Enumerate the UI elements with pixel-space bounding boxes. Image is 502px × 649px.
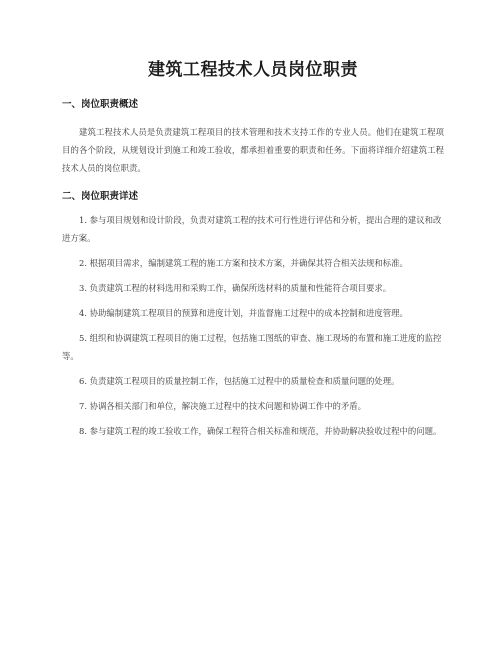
- section-heading-details: 二、岗位职责详述: [62, 191, 139, 202]
- duty-item-7: 7. 协调各相关部门和单位，解决施工过程中的技术问题和协调工作中的矛盾。: [79, 401, 367, 411]
- duties-list: [62, 211, 444, 440]
- duty-item-5: 5. 组织和协调建筑工程项目的施工过程，包括施工图纸的审查、施工现场的布置和施工进度的监控等。: [62, 333, 442, 361]
- duty-item-1: 1. 参与项目规划和设计阶段，负责对建筑工程的技术可行性进行评估和分析，提出合理的建议和改进方案。: [62, 215, 442, 243]
- duty-item-2: 2. 根据项目需求，编制建筑工程的施工方案和技术方案，并确保其符合相关法规和标准。: [79, 258, 408, 268]
- duty-item-3: 3. 负责建筑工程的材料选用和采购工作，确保所选材料的质量和性能符合项目要求。: [79, 283, 392, 293]
- overview-paragraph: 建筑工程技术人员是负责建筑工程项目的技术管理和技术支持工作的专业人员。他们在建筑工程项目的各个阶段，从规划设计到施工和竣工验收，都承担着重要的职责和任务。下面将详细介绍建筑工程技术人员的岗位职责。: [62, 127, 444, 173]
- duty-item-6: 6. 负责建筑工程项目的质量控制工作，包括施工过程中的质量检查和质量问题的处理。: [79, 376, 400, 386]
- section-heading-overview: 一、岗位职责概述: [62, 99, 139, 110]
- document-title: 建筑工程技术人员岗位职责: [148, 60, 358, 80]
- duty-item-4: 4. 协助编制建筑工程项目的预算和进度计划，并监督施工过程中的成本控制和进度管理。: [79, 308, 408, 318]
- duty-item-8: 8. 参与建筑工程的竣工验收工作，确保工程符合相关标准和规范，并协助解决验收过程中的问题。: [79, 426, 442, 436]
